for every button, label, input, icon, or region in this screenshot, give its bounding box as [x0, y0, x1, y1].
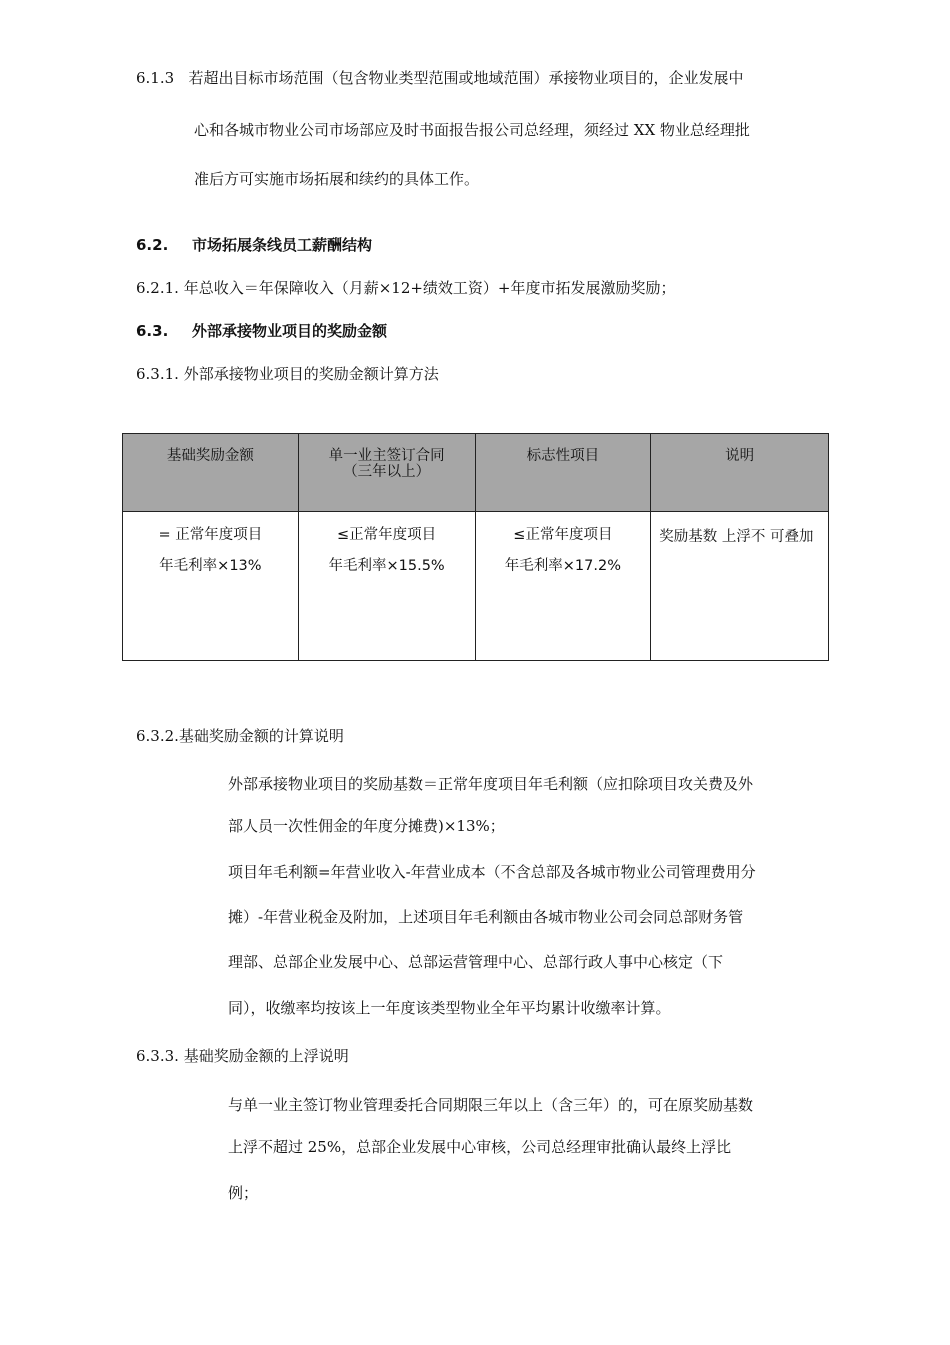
heading-6-3-3: 6.3.3. 基础奖励金额的上浮说明	[136, 1047, 349, 1065]
section-number: 6.1.3	[136, 69, 175, 87]
para-6-1-3-line1	[136, 68, 744, 88]
para-6-3-3-line3: 例；	[228, 1184, 259, 1202]
header-single-owner-line2: （三年以上）	[343, 464, 431, 480]
heading-text: 外部承接物业项目的奖励金额	[192, 322, 388, 340]
para-6-3-2-p2-line1: 项目年毛利额=年营业收入-年营业成本（不含总部及各城市物业公司管理费用分	[228, 863, 756, 881]
cell-line: 年毛利率×15.5%	[328, 558, 445, 574]
para-6-2-1: 6.2.1. 年总收入＝年保障收入（月薪×12+绩效工资）+年度市拓发展激励奖励；	[136, 279, 676, 297]
header-note: 说明	[651, 434, 829, 512]
section-number: 6.2.	[136, 236, 169, 254]
heading-6-2	[136, 235, 372, 255]
cell-landmark-project	[475, 512, 651, 661]
para-text: 若超出目标市场范围（包含物业类型范围或地域范围）承接物业项目的，企业发展中	[188, 69, 744, 87]
header-single-owner	[298, 434, 475, 512]
cell-line: 年毛利率×17.2%	[504, 558, 621, 574]
cell-line: 年毛利率×13%	[159, 558, 262, 574]
heading-6-3-2: 6.3.2.基础奖励金额的计算说明	[136, 727, 344, 745]
cell-single-owner	[298, 512, 475, 661]
para-6-3-3-line2: 上浮不超过 25%，总部企业发展中心审核，公司总经理审批确认最终上浮比	[228, 1138, 732, 1156]
table-row	[123, 512, 829, 661]
heading-6-3	[136, 321, 387, 341]
heading-text: 市场拓展条线员工薪酬结构	[192, 236, 373, 254]
cell-note: 奖励基数 上浮不 可叠加	[651, 512, 829, 661]
header-base-reward: 基础奖励金额	[123, 434, 299, 512]
section-number: 6.3.	[136, 322, 169, 340]
header-single-owner-line1: 单一业主签订合同	[328, 448, 445, 464]
para-6-3-2-p2-line3: 理部、总部企业发展中心、总部运营管理中心、总部行政人事中心核定（下	[228, 953, 724, 971]
table-header-row	[123, 434, 829, 512]
cell-line: = 正常年度项目	[158, 527, 263, 543]
para-6-3-1: 6.3.1. 外部承接物业项目的奖励金额计算方法	[136, 365, 439, 383]
para-6-3-3-line1: 与单一业主签订物业管理委托合同期限三年以上（含三年）的，可在原奖励基数	[228, 1096, 754, 1114]
para-6-1-3-line3: 准后方可实施市场拓展和续约的具体工作。	[194, 170, 480, 188]
header-landmark-project: 标志性项目	[475, 434, 651, 512]
para-6-3-2-p1-line2: 部人员一次性佣金的年度分摊费)×13%；	[228, 817, 505, 835]
para-6-1-3-line2: 心和各城市物业公司市场部应及时书面报告报公司总经理，须经过 XX 物业总经理批	[194, 121, 750, 139]
para-6-3-2-p1-line1: 外部承接物业项目的奖励基数＝正常年度项目年毛利额（应扣除项目攻关费及外	[228, 775, 754, 793]
para-6-3-2-p2-line2: 摊）-年营业税金及附加，上述项目年毛利额由各城市物业公司会同总部财务管	[228, 908, 744, 926]
reward-table	[122, 433, 829, 661]
cell-base-reward	[123, 512, 299, 661]
para-6-3-2-p2-line4: 同），收缴率均按该上一年度该类型物业全年平均累计收缴率计算。	[228, 999, 671, 1017]
cell-line: ≤正常年度项目	[513, 527, 613, 543]
cell-line: ≤正常年度项目	[337, 527, 437, 543]
